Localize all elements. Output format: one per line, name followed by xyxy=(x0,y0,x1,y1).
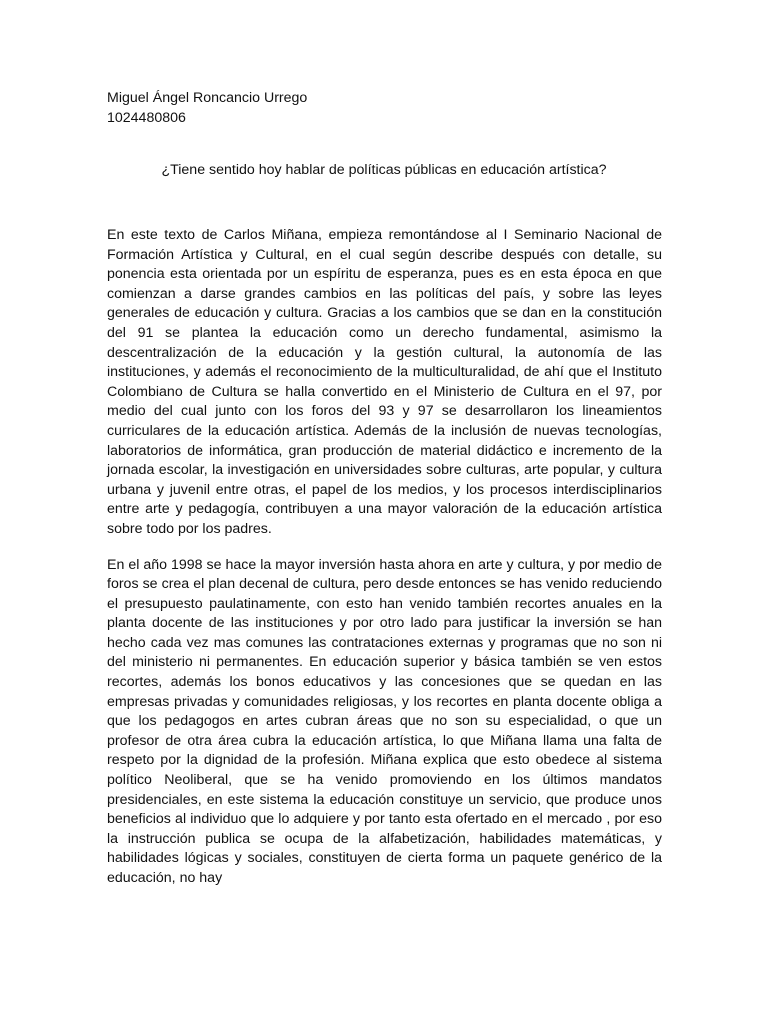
document-body xyxy=(107,226,662,905)
author-name: Miguel Ángel Roncancio Urrego xyxy=(107,90,308,106)
paragraph-1: En este texto de Carlos Miñana, empieza remontándose al I Seminario Nacional de Formación Artística y Cultural, en el cual según describe después con detalle, su ponencia esta orientada por un espíritu de esperanza, pues es en esta época en que comienzan a darse grandes cambios en las políticas del país, y sobre las leyes generales de educación y cultura. Gracias a los cambios que se dan en la constitución del 91 se plantea la educación como un derecho fundamental, asimismo la descentralización de la educación y la gestión cultural, la autonomía de las instituciones, y además el reconocimiento de la multiculturalidad, de ahí que el Instituto Colombiano de Cultura se halla convertido en el Ministerio de Cultura en el 97, por medio del cual junto con los foros del 93 y 97 se desarrollaron los lineamientos curriculares de la educación artística. Además de la inclusión de nuevas tecnologías, laboratorios de informática, gran producción de material didáctico e incremento de la jornada escolar, la investigación en universidades sobre culturas, arte popular, y cultura urbana y juvenil entre otras, el papel de los medios, y los procesos interdisciplinarios entre arte y pedagogía, contribuyen a una mayor valoración de la educación artística sobre todo por los padres. xyxy=(107,227,662,537)
document-title: ¿Tiene sentido hoy hablar de políticas públicas en educación artística? xyxy=(161,162,607,178)
paragraph-2: En el año 1998 se hace la mayor inversión hasta ahora en arte y cultura, y por medio de foros se crea el plan decenal de cultura, pero desde entonces se has venido reduciendo el presupuesto paulatinamente, con esto han venido también recortes anuales en la planta docente de las instituciones y por otro lado para justificar la inversión se han hecho cada vez mas comunes las contrataciones externas y programas que no son ni del ministerio ni permanentes. En educación superior y básica también se ven estos recortes, además los bonos educativos y las concesiones que se quedan en las empresas privadas y comunidades religiosas, y los recortes en planta docente obliga a que los pedagogos en artes cubran áreas que no son su especialidad, o que un profesor de otra área cubra la educación artística, lo que Miñana llama una falta de respeto por la dignidad de la profesión. Miñana explica que esto obedece al sistema político Neoliberal, que se ha venido promoviendo en los últimos mandatos presidenciales, en este sistema la educación constituye un servicio, que produce unos beneficios al individuo que lo adquiere y por tanto esta ofertado en el mercado , por eso la instrucción publica se ocupa de la alfabetización, habilidades matemáticas, y habilidades lógicas y sociales, constituyen de cierta forma un paquete genérico de la educación, no hay xyxy=(107,556,662,886)
author-block xyxy=(107,88,307,128)
author-id-number: 1024480806 xyxy=(107,110,186,126)
